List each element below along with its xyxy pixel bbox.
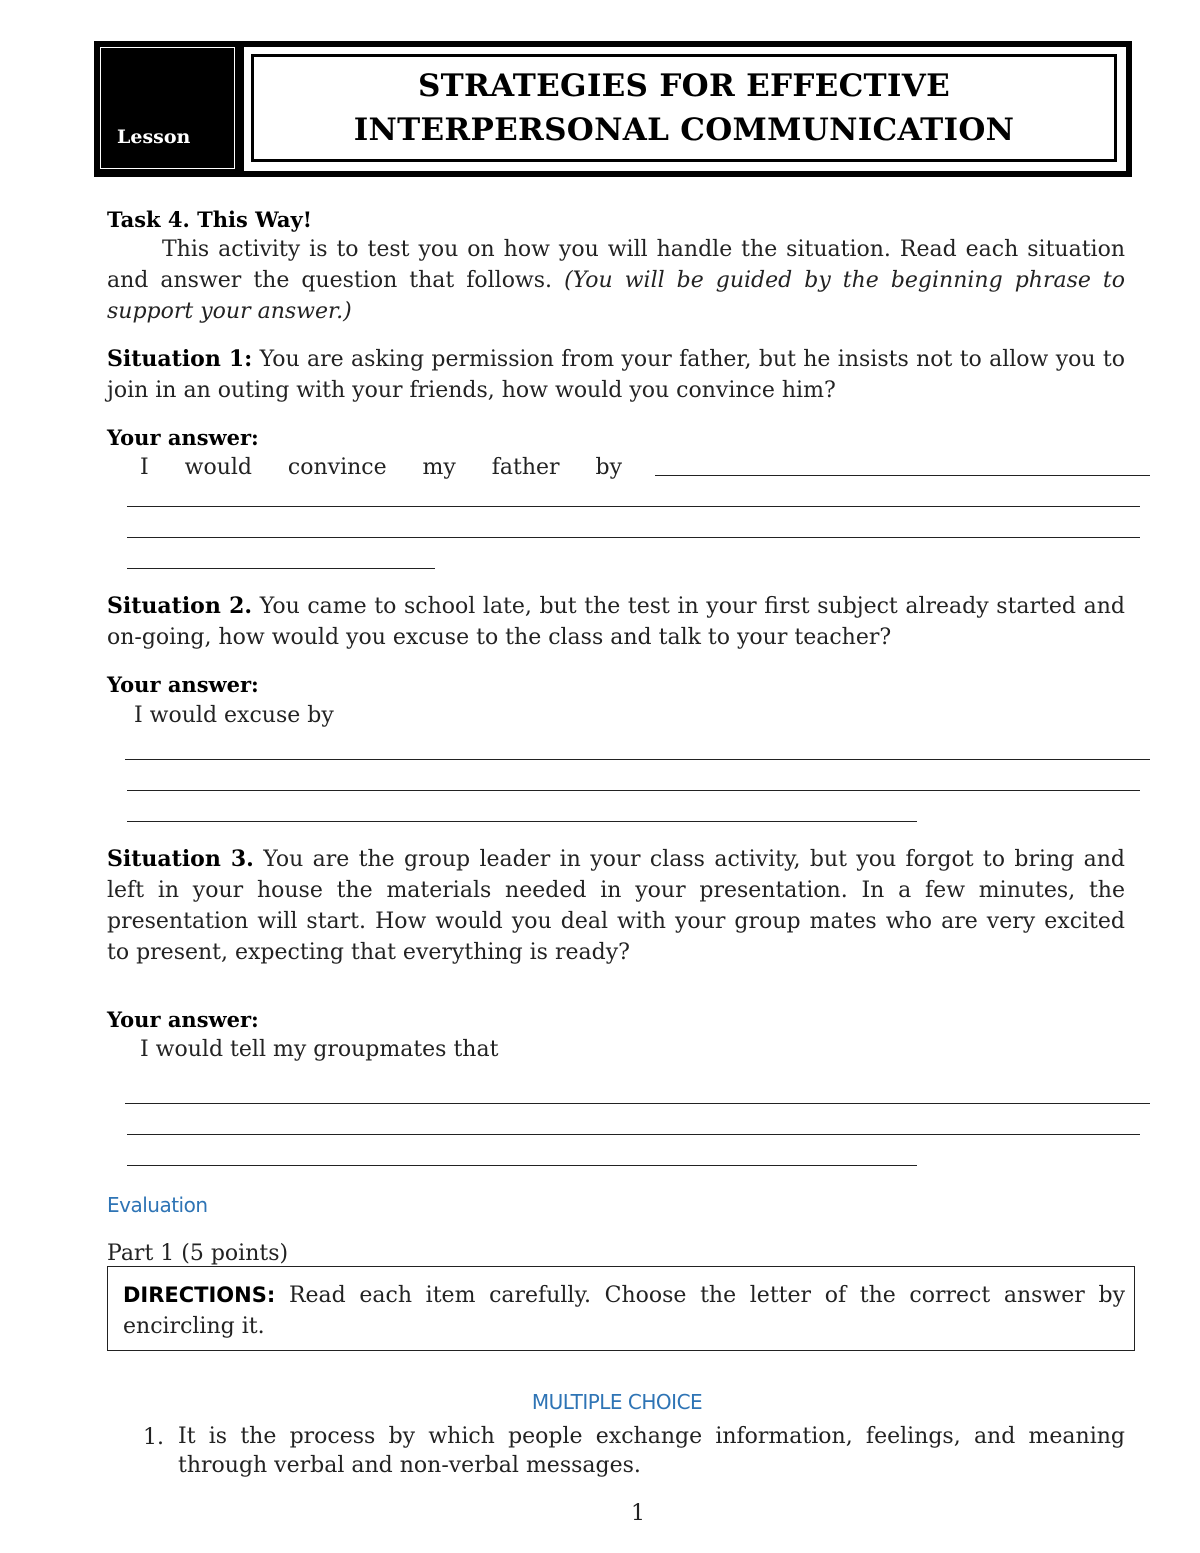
lesson-label-cell: [100, 47, 235, 169]
situation-1: [107, 344, 1125, 406]
situation-2: [107, 591, 1125, 653]
title-line-1: STRATEGIES FOR EFFECTIVE: [417, 68, 951, 104]
lesson-header: [94, 41, 1132, 177]
evaluation-heading: Evaluation: [107, 1193, 208, 1217]
lesson-label: Lesson: [117, 126, 191, 148]
item-1-number: 1.: [143, 1425, 164, 1450]
task-intro-italic: (You will be guided by the beginning phrase to support your answer.): [107, 268, 1125, 324]
task-intro: [107, 234, 1125, 327]
situation-2-label: Situation 2.: [107, 593, 253, 619]
answer-label-2: Your answer:: [107, 672, 259, 697]
situation-2-text: You came to school late, but the test in your first subject already started and on-going, how would you excuse to the class and talk to your teacher?: [107, 594, 1125, 650]
answer-line-3c[interactable]: [127, 1165, 917, 1166]
answer-prompt-2: I would excuse by: [134, 703, 334, 728]
situation-1-label: Situation 1:: [107, 346, 253, 372]
answer-line-3a[interactable]: [125, 1103, 1150, 1104]
answer-line-1b[interactable]: [127, 506, 1140, 507]
answer-line-2a[interactable]: [125, 759, 1150, 760]
directions-box: [107, 1266, 1135, 1351]
answer-line-1d[interactable]: [127, 568, 435, 569]
title-line-2: INTERPERSONAL COMMUNICATION: [353, 112, 1015, 148]
answer-prompt-3: I would tell my groupmates that: [140, 1037, 499, 1062]
answer-line-2b[interactable]: [127, 790, 1140, 791]
directions: [123, 1280, 1125, 1342]
situation-3: [107, 844, 1125, 968]
answer-label-3: Your answer:: [107, 1007, 259, 1032]
title-frame: [251, 54, 1117, 162]
directions-text: Read each item carefully. Choose the letter of the correct answer by encircling it.: [123, 1283, 1125, 1339]
multiple-choice-heading: MULTIPLE CHOICE: [531, 1390, 703, 1414]
situation-3-label: Situation 3.: [107, 846, 254, 872]
situation-1-text: You are asking permission from your father, but he insists not to allow you to join in an outing with your friends, how would you convince him?: [107, 347, 1126, 403]
title-cell: [244, 47, 1126, 171]
answer-line-2c[interactable]: [127, 821, 917, 822]
item-1-text: It is the process by which people exchange information, feelings, and meaning through verbal and non-verbal messages.: [178, 1424, 1125, 1478]
task-heading: Task 4. This Way!: [107, 207, 312, 232]
part-label: Part 1 (5 points): [107, 1241, 289, 1266]
page-number: 1: [631, 1501, 645, 1526]
situation-3-text: You are the group leader in your class activity, but you forgot to bring and left in your house the materials needed in your presentation. In a few minutes, the presentation will start. How would you deal with your group mates who are very excited to present, expecting that everything is ready?: [107, 847, 1125, 965]
answer-prompt-1: I would convince my father by: [140, 455, 622, 480]
directions-label: DIRECTIONS:: [123, 1283, 276, 1307]
answer-label-1: Your answer:: [107, 425, 259, 450]
answer-line-3b[interactable]: [127, 1134, 1140, 1135]
task-intro-text: This activity is to test you on how you will handle the situation. Read each situation and answer the question that follows.: [107, 237, 1125, 293]
answer-line-1c[interactable]: [127, 537, 1140, 538]
answer-line-1a[interactable]: [655, 475, 1150, 476]
